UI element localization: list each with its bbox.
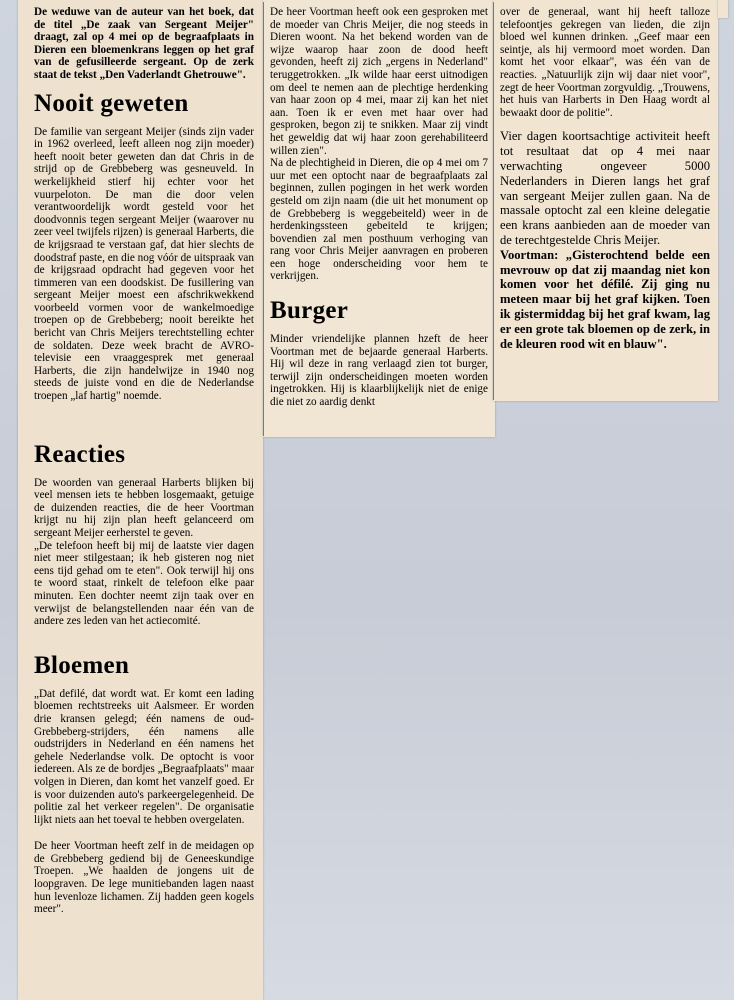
intro-paragraph: De weduwe van de auteur van het boek, dat de titel „De zaak van Sergeant Meijer" draagt, zal op 4 mei op de begraafplaats in Dieren een bloemenkrans leggen op het graf van de gefusilleerde sergeant. Op de zerk staat de tekst „Den Vaderlandt Ghetrouwe". (34, 6, 254, 81)
heading-bloemen: Bloemen (34, 651, 130, 679)
paragraph-burger: Minder vriendelijke plannen hzeft de heer Voortman met de bejaarde generaal Harberts. Hij wil deze in rang verlaagd zien tot burger, terwijl zijn onderscheidingen moeten worden ingetrokken. Hij is klaarblijkelijk niet de enige die niet zo aardig denkt (270, 333, 488, 409)
paragraph-moeder: De heer Voortman heeft ook een gesproken met de moeder van Chris Meijer, die nog steeds in Dieren woont. Na het bekend worden van de wijze waarop haar zoon de dood heeft gevonden, heeft zij zich „ergens in Nederland" teruggetrokken. „Ik wilde haar eerst uitnodigen om deel te nemen aan de plechtige herdenking van haar zoon op 4 mei, maar zij kan het niet aan. Toen ik er even met haar over had gesproken, begon zij te snikken. Maar zij vindt het geweldig dat wij haar zoon gerehabiliteerd willen zien". (270, 6, 488, 157)
heading-reacties: Reacties (34, 440, 126, 468)
paragraph-reacties-2: „De telefoon heeft bij mij de laatste vier dagen niet meer stilgestaan; ik heb gisteren nog niet eens tijd gehad om te eten". Ook terwijl hij ons te woord staat, rinkelt de telefoon elke paar minuten. Een dochter neemt zijn taak over en verwijst de belangstellenden naar één van de andere zes leden van het actiecomité. (34, 539, 254, 628)
column-2 (270, 6, 488, 409)
heading-nooit-geweten: Nooit geweten (34, 89, 189, 117)
paragraph-koortsachtig: Vier dagen koortsachtige activiteit heeft tot resultaat dat op 4 mei naar verwachting ongeveer 5000 Nederlanders in Dieren langs het graf van sergeant Meijer zullen gaan. Na de massale optocht zal een kleine delegatie een krans aanbieden aan de moeder van de terechtgestelde Chris Meijer. (500, 129, 710, 247)
clipping-corner (718, 0, 728, 18)
column-1 (34, 6, 254, 916)
paragraph-generaal: over de generaal, want hij heeft talloze telefoontjes gekregen van lieden, die zijn bloed wel kunnen drinken. „Geef maar een seintje, als hij vermoord moet worden. Dan komt het voor elkaar", was één van de reacties. „Natuurlijk zijn wij daar niet voor", zegt de heer Voortman zorgvuldig. „Trouwens, het huis van Harberts in Den Haag wordt al bewaakt door de politie". (500, 6, 710, 119)
paragraph-nooit-geweten: De familie van sergeant Meijer (sinds zijn vader in 1962 overleed, leeft alleen nog zijn moeder) heeft nooit beter geweten dan dat Chris in de strijd op de Grebbeberg was gesneuveld. In werkelijkheid stierf hij echter voor het vuurpeloton. De man die door velen verantwoordelijk wordt gesteld voor het doodvonnis tegen sergeant Meijer (waarover nu zeer veel twijfels rijzen) is generaal Harberts, die de krijgsraad te verstaan gaf, dat hier slechts de doodstraf paste, en die nog vóór de uitspraak van de krijgsraad opdracht had gegeven voor het timmeren van een doodskist. De fusillering van sergeant Meijer moest een afschrikwekkend voorbeeld vormen voor de wankelmoedige troepen op de Grebbeberg; nooit bereikte het bericht van Chris Meijers terechtstelling echter de soldaten. Deze week bracht de AVRO-televisie een vraaggesprek met generaal Harberts, die zijn handelwijze in 1940 nog steeds de juiste vond en die de Nederlandse troepen „laf hartig" noemde. (34, 125, 254, 403)
heading-burger: Burger (270, 297, 349, 325)
column-3 (500, 6, 710, 351)
paragraph-bloemen-2: De heer Voortman heeft zelf in de meidagen op de Grebbeberg gediend bij de Geneeskundige Troepen. „We haalden de jongens uit de loopgraven. De lege munitiebanden lagen naast hun levenloze lichamen. Zij hadden geen kogels meer". (34, 840, 254, 916)
paragraph-plechtigheid: Na de plechtigheid in Dieren, die op 4 mei om 7 uur met een optocht naar de begraafplaats zal beginnen, zullen pogingen in het werk worden gesteld om zijn naam (die uit het monument op de Grebbeberg is weggebeiteld) weer in de herdenkingssteen gebeiteld te krijgen; bovendien zal men posthuum verhoging van rang voor Chris Meijer aanvragen en proberen een hoge onderscheiding voor hem te verkrijgen. (270, 157, 488, 283)
paragraph-voortman-quote: Voortman: „Gisterochtend belde een mevrouw op dat zij maandag niet kon komen voor het défilé. Zij ging nu meteen maar bij het graf kijken. Toen ik gistermiddag bij het graf kwam, lag er een grote tak bloemen op de zerk, in de kleuren rood wit en blauw". (500, 247, 710, 351)
column-divider (263, 2, 264, 436)
paragraph-bloemen-1: „Dat defilé, dat wordt wat. Er komt een lading bloemen rechtstreeks uit Aalsmeer. Er worden drie kransen gelegd; één namens de oud-Grebbeberg-strijders, één namens alle oudstrijders in Nederland en één namens het gehele Nederlandse volk. De optocht is voor iedereen. Als ze de bordjes „Begraafplaats" maar volgen in Dieren, dan komt het vanzelf goed. Er is voor duizenden auto's parkeergelegenheid. De politie zal het verkeer regelen". De organisatie lijkt niets aan het toeval te hebben overgelaten. (34, 687, 254, 826)
column-divider (493, 2, 494, 400)
paragraph-reacties-1: De woorden van generaal Harberts blijken bij veel mensen iets te hebben losgemaakt, getuige de duizenden reacties, die de heer Voortman krijgt nu hij zijn plan heeft gelanceerd om sergeant Meijer eerherstel te geven. (34, 476, 254, 539)
